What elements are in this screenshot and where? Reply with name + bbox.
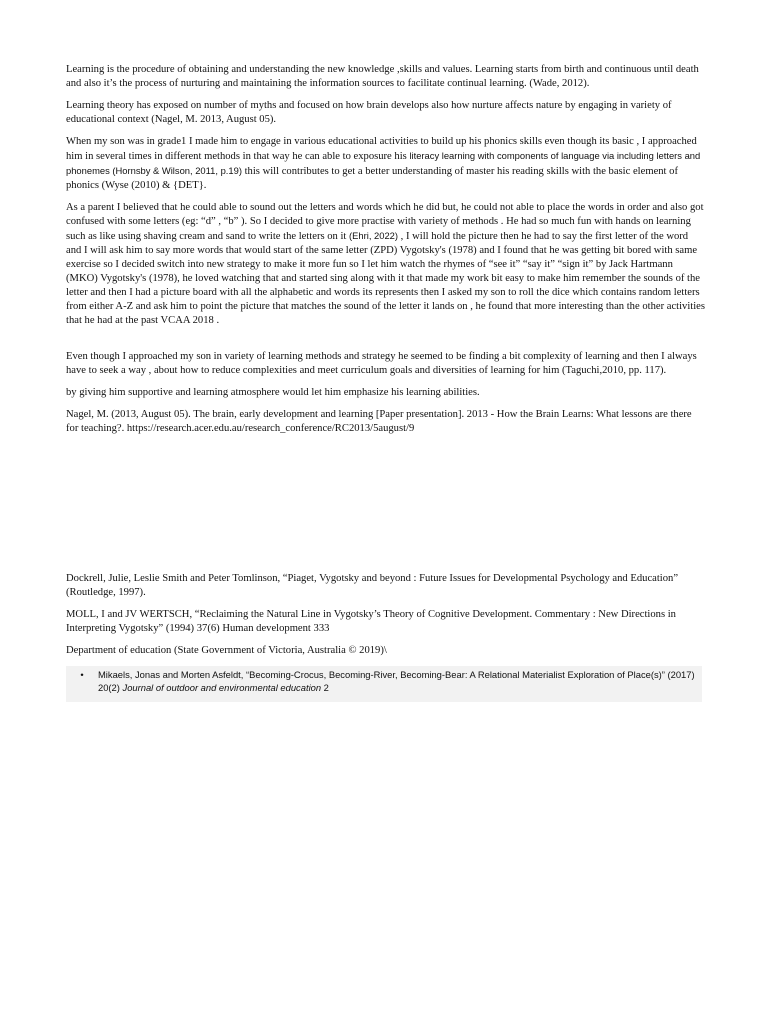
paragraph-learning-theory: Learning theory has exposed on number of myths and focused on how brain develops also how nurture affects nature by engaging in variety of educational context (Nagel, M. 2013, August 05).	[66, 100, 672, 125]
phonics-text-start: When my son was in grade1 I made him to engage in various educational activities to build up his phonics skills even though its basic , I approached him in several times in different methods in that way he can able to exposure his	[66, 136, 697, 162]
mikaels-text-start: Mikaels, Jonas and Morten Asfeldt, “Becoming-Crocus, Becoming-River, Becoming-Bear: A Relational Materialist Exploration of Place(s)” (2017) 20(2)	[98, 669, 695, 693]
phonics-text-end: this will contributes to get a better understanding of master his reading skills with the basic element of phonics (Wyse (2010) & {DET}.	[66, 166, 678, 191]
mikaels-journal-title: Journal of outdoor and environmental education	[122, 682, 322, 693]
paragraph-learning-definition: Learning is the procedure of obtaining and understanding the new knowledge ,skills and values. Learning starts from birth and continuous until death and also it’s the process of nurturing and maintaining the information sources to facilitate continual learning. (Wade, 2012).	[66, 64, 699, 89]
reference-moll-wertsch: MOLL, I and JV WERTSCH, “Reclaiming the Natural Line in Vygotsky’s Theory of Cognitive Development. Commentary : New Directions in Interpreting Vygotsky” (1994) 37(6) Human development 333	[66, 609, 676, 634]
parent-text-start: As a parent I believed that he could able to sound out the letters and words which he did but, he could not able to place the words in order and also got confused with some letters (eg: “d” , “b” ). So I decided to give more practise with variety of methods . He had so much fun with hands on learning such as like using shaving cream and sand to write the letters on it	[66, 202, 704, 242]
spacer	[66, 336, 706, 350]
reference-nagel: Nagel, M. (2013, August 05). The brain, early development and learning [Paper presentation]. 2013 - How the Brain Learns: What lessons are there for teaching?. https://research.acer.edu.au/research_conference/RC2013/5august/9	[66, 409, 692, 434]
document-page	[66, 63, 706, 702]
phonics-citation-hornsby: literacy learning with components of language via including letters and phonemes (Hornsby & Wilson, 2011, p.19)	[66, 150, 701, 176]
paragraph-supportive-atmosphere: by giving him supportive and learning atmosphere would let him emphasize his learning abilities.	[66, 387, 480, 398]
paragraph-complexity: Even though I approached my son in variety of learning methods and strategy he seemed to be finding a bit complexity of learning and then I always have to seek a way , about how to reduce complexities and meet curriculum goals and diversities of learning for him (Taguchi,2010, pp. 117).	[66, 351, 697, 376]
reference-dept-education: Department of education (State Government of Victoria, Australia © 2019)\	[66, 645, 387, 656]
list-item	[66, 668, 702, 694]
parent-citation-ehri: (Ehri, 2022)	[349, 230, 399, 241]
reference-mikaels-box	[66, 666, 702, 702]
paragraph-grade1-phonics	[66, 135, 706, 193]
parent-text-end: , I will hold the picture then he had to say the first letter of the word and I will ask him to say more words that would start of the same letter (ZPD) Vygotsky's (1978) and I found that he was getting bit bored with same exercise so I decided switch into new strategy to make it more fun so I let him watch the rhymes of “see it” “say it” “sign it” by Jack Hartmann (MKO) Vygotsky's (1978), he loved watching that and started sing along with it that made my work bit easy to make him remember the sounds of the letter and then I had a picture board with all the alphabetic and words its represents then I asked my son to roll the dice which contains random letters from either A-Z and ask him to point the picture that matches the sound of the letter it lands on , he found that more interesting than the other activities that he had at the past VCAA 2018 .	[66, 231, 705, 326]
paragraph-parent-methods	[66, 201, 706, 328]
mikaels-text-end: 2	[321, 682, 329, 693]
reference-mikaels	[98, 668, 702, 694]
reference-dockrell: Dockrell, Julie, Leslie Smith and Peter Tomlinson, “Piaget, Vygotsky and beyond : Future Issues for Developmental Psychology and Education” (Routledge, 1997).	[66, 573, 679, 598]
bullet-icon: •	[80, 669, 84, 680]
spacer-large	[66, 444, 706, 572]
